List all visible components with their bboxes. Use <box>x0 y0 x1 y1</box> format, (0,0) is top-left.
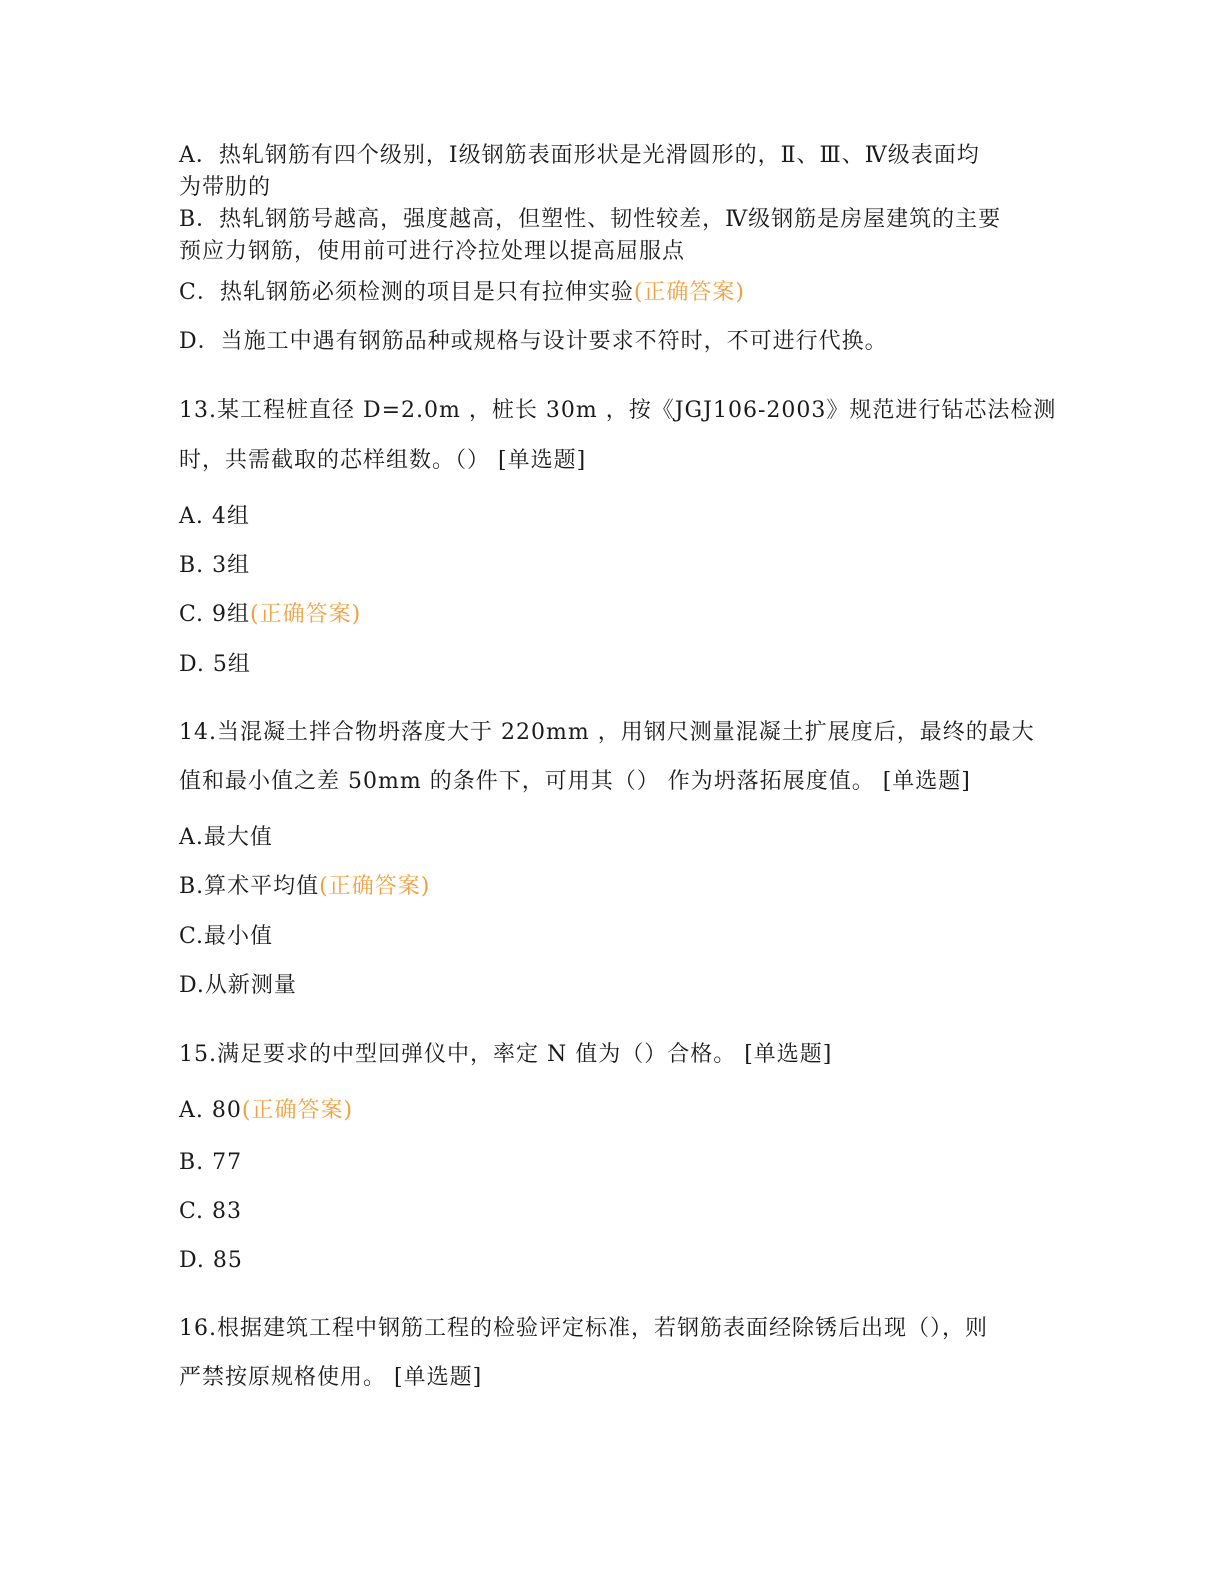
correct-answer-mark: (正确答案) <box>250 602 362 627</box>
q15-option-c: C. 83 <box>179 1199 243 1224</box>
q14-option-a: A.最大值 <box>179 825 273 850</box>
q12-option-a-line1: A．热轧钢筋有四个级别，Ⅰ级钢筋表面形状是光滑圆形的，Ⅱ、Ⅲ、Ⅳ级表面均 <box>179 143 980 168</box>
correct-answer-mark: (正确答案) <box>319 874 431 899</box>
q15-stem: 15.满足要求的中型回弹仪中，率定 N 值为（）合格。 [单选题] <box>179 1042 833 1067</box>
q12-option-b-line1: B．热轧钢筋号越高，强度越高，但塑性、韧性较差，Ⅳ级钢筋是房屋建筑的主要 <box>179 207 1002 232</box>
q16-stem-line1: 16.根据建筑工程中钢筋工程的检验评定标准，若钢筋表面经除锈后出现（），则 <box>179 1316 988 1341</box>
q13-stem-line2: 时，共需截取的芯样组数。（） [单选题] <box>179 448 587 473</box>
q13-stem-line1: 13.某工程桩直径 D=2.0m ，桩长 30m ，按《JGJ106-2003》规范进行钻芯法检测 <box>179 398 1057 423</box>
q15-option-b: B. 77 <box>179 1150 243 1175</box>
q14-option-c: C.最小值 <box>179 924 274 949</box>
q13-option-c-text: C. 9组 <box>179 602 251 627</box>
q16-stem-line2: 严禁按原规格使用。 [单选题] <box>179 1365 483 1390</box>
q14-stem-line2: 值和最小值之差 50mm 的条件下，可用其（） 作为坍落拓展度值。 [单选题] <box>179 769 971 794</box>
q15-option-d: D. 85 <box>179 1248 243 1273</box>
q12-option-b-line2: 预应力钢筋，使用前可进行冷拉处理以提高屈服点 <box>179 239 686 264</box>
q12-option-c-text: C．热轧钢筋必须检测的项目是只有拉伸实验 <box>179 280 634 305</box>
q12-option-c <box>179 278 1049 308</box>
q14-option-b <box>179 872 1049 902</box>
q13-option-d: D. 5组 <box>179 652 251 677</box>
q14-option-b-text: B.算术平均值 <box>179 874 320 899</box>
q14-stem-line1: 14.当混凝土拌合物坍落度大于 220mm ，用钢尺测量混凝土扩展度后，最终的最大 <box>179 720 1035 745</box>
q13-option-a: A. 4组 <box>179 504 250 529</box>
correct-answer-mark: (正确答案) <box>633 280 746 305</box>
q12-option-d: D．当施工中遇有钢筋品种或规格与设计要求不符时，不可进行代换。 <box>179 329 888 354</box>
q15-option-a-text: A. 80 <box>179 1098 242 1123</box>
q13-option-b: B. 3组 <box>179 553 251 578</box>
q15-option-a <box>179 1096 1049 1126</box>
q14-option-d: D.从新测量 <box>179 973 297 998</box>
q12-option-a-line2: 为带肋的 <box>179 175 272 200</box>
correct-answer-mark: (正确答案) <box>241 1098 354 1123</box>
q13-option-c <box>179 600 1049 630</box>
